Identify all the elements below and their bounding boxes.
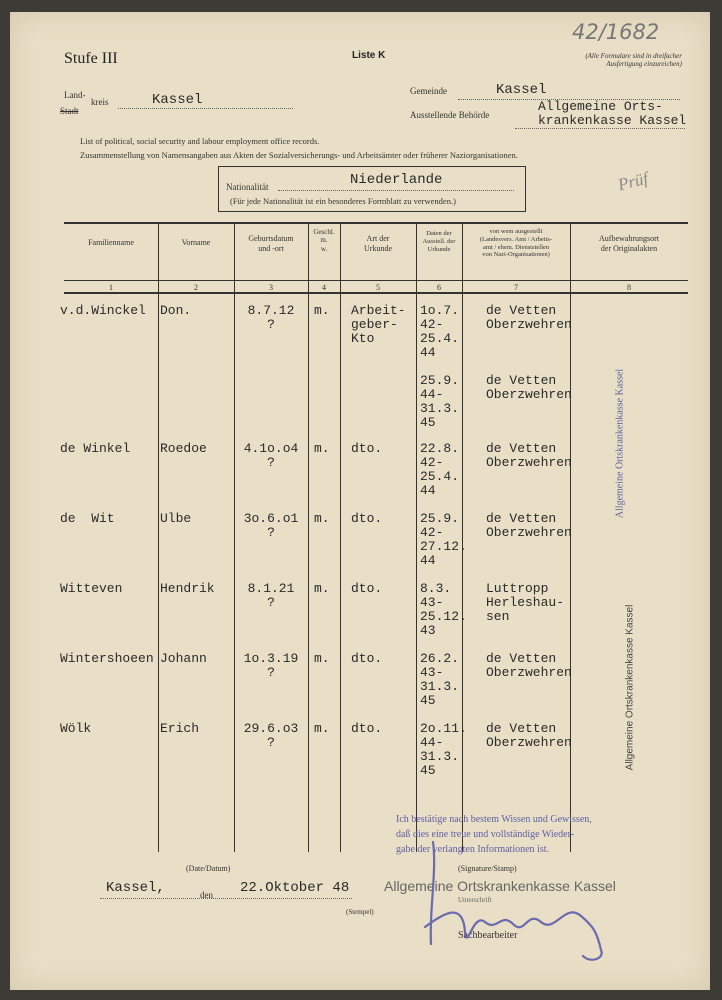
date-label: (Date/Datum) xyxy=(186,864,231,873)
cell-daten-line: 25.12. xyxy=(420,609,467,624)
cell-geburtsdatum xyxy=(236,442,306,470)
cell-daten-line: 44- xyxy=(420,387,444,402)
cell-daten-line: 44 xyxy=(420,345,436,360)
cell-ausgestellt-von-line: de Vetten xyxy=(486,303,557,318)
col-number-1: 1 xyxy=(109,283,113,292)
cell-geburtsdatum-line: 8.1.21 xyxy=(247,581,295,596)
col-header-7-line-4: von Nazi-Organisationen) xyxy=(482,251,550,259)
cell-ausgestellt-von xyxy=(486,512,572,540)
col-number-8: 8 xyxy=(627,283,631,292)
cell-ausgestellt-von-line: Oberzwehren xyxy=(486,525,572,540)
cell-daten-line: 44 xyxy=(420,553,436,568)
col-header-7-line-3: amt / ehem. Dienststellen xyxy=(482,243,550,251)
cell-ausgestellt-von xyxy=(486,304,572,332)
cell-geschlecht: m. xyxy=(314,511,330,526)
cell-daten xyxy=(420,722,467,778)
col-header-4-line-3: w. xyxy=(320,244,328,253)
cell-art-der-urkunde-line: dto. xyxy=(351,441,383,456)
cell-ausgestellt-von-line: sen xyxy=(486,609,510,624)
cell-ausgestellt-von xyxy=(486,652,572,680)
cell-vorname: Don. xyxy=(160,303,192,318)
cell-geburtsdatum-line: ? xyxy=(267,595,275,610)
cell-geschlecht: m. xyxy=(314,303,330,318)
cell-daten-line: 44 xyxy=(420,483,436,498)
col-header-6-line-2: Ausstell. der xyxy=(422,237,456,245)
col-header-3-line-2: und -ort xyxy=(258,243,284,253)
cell-familienname: v.d.Winckel xyxy=(60,303,146,318)
cell-daten-line: 43 xyxy=(420,623,436,638)
nationality-dotline xyxy=(278,190,514,191)
cell-geburtsdatum-line: ? xyxy=(267,525,275,540)
cell-daten-line: 25.9. xyxy=(420,511,460,526)
cell-daten-line: 22.8. xyxy=(420,441,460,456)
cell-daten-line: 1o.7. xyxy=(420,303,460,318)
col-header-5 xyxy=(340,234,416,253)
cell-art-der-urkunde xyxy=(351,512,382,526)
intro-english: List of political, social security and labour employment office records. xyxy=(80,136,320,146)
cell-ausgestellt-von-line: Oberzwehren xyxy=(486,317,572,332)
cell-daten xyxy=(420,582,467,638)
cell-daten-line: 45 xyxy=(420,693,436,708)
certification-line-2: daß dies eine treue und vollständige Wieder- xyxy=(396,829,575,840)
col-number-4: 4 xyxy=(322,283,326,292)
cell-art-der-urkunde-line: dto. xyxy=(351,721,383,736)
side-stamp-lower: Allgemeine Ortskrankenkasse Kassel xyxy=(624,604,636,771)
cell-ausgestellt-von-line: Herleshau- xyxy=(486,595,565,610)
cell-art-der-urkunde-line: geber- xyxy=(351,317,398,332)
col-header-4-line-2: m. xyxy=(320,236,328,245)
col-number-2: 2 xyxy=(194,283,198,292)
col-number-6: 6 xyxy=(437,283,441,292)
cell-art-der-urkunde xyxy=(351,582,382,596)
cell-geburtsdatum xyxy=(236,722,306,750)
cell-art-der-urkunde-line: dto. xyxy=(351,581,383,596)
cell-daten-line: 42- xyxy=(420,455,444,470)
cell-daten-line: 27.12. xyxy=(420,539,467,554)
cell-daten-line: 45 xyxy=(420,415,436,430)
cell-ausgestellt-von-line: Oberzwehren xyxy=(486,665,572,680)
cell-geburtsdatum-line: 1o.3.19 xyxy=(243,651,299,666)
cell-geburtsdatum-line: 29.6.o3 xyxy=(243,721,299,736)
cell-daten xyxy=(420,304,459,360)
footer-date: 22.Oktober 48 xyxy=(240,880,350,896)
cell-ausgestellt-von-line: de Vetten xyxy=(486,651,557,666)
cell-vorname: Roedoe xyxy=(160,441,207,456)
col-header-7-line-2: (Landesvers. Amt / Arbeits- xyxy=(479,235,553,243)
cell-geschlecht: m. xyxy=(314,441,330,456)
col-divider-2 xyxy=(234,222,235,852)
col-number-3: 3 xyxy=(269,283,273,292)
certification-line-3: gabe der verlangten Informationen ist. xyxy=(396,844,549,855)
cell-art-der-urkunde xyxy=(351,442,382,456)
cell-geburtsdatum xyxy=(236,512,306,540)
copies-note-line-1: (Alle Formulare sind in dreifacher xyxy=(585,52,682,60)
cell-daten-line: 31.3. xyxy=(420,749,460,764)
document-page xyxy=(10,12,710,990)
cell-ausgestellt-von xyxy=(486,374,572,402)
cell-ausgestellt-von xyxy=(486,442,572,470)
cell-geburtsdatum-line: ? xyxy=(267,735,275,750)
behoerde-line-2: krankenkasse Kassel xyxy=(538,113,687,128)
nationality-value: Niederlande xyxy=(350,172,443,188)
col-header-7-line-1: von wem ausgestellt xyxy=(489,228,543,235)
cell-vorname: Ulbe xyxy=(160,511,192,526)
col-header-3 xyxy=(234,234,308,253)
cell-familienname: de Wit xyxy=(60,511,115,526)
cell-daten-line: 2o.11. xyxy=(420,721,467,736)
footer-stamp: Allgemeine Ortskrankenkasse Kassel xyxy=(384,878,616,894)
col-number-7: 7 xyxy=(514,283,518,292)
gemeinde-value: Kassel xyxy=(496,82,547,98)
cell-daten-line: 8.3. xyxy=(420,581,452,596)
land-label: Land- xyxy=(64,90,86,100)
cell-geschlecht: m. xyxy=(314,651,330,666)
signature-label: (Signature/Stamp) xyxy=(458,864,517,873)
cell-daten-line: 44- xyxy=(420,735,444,750)
col-header-6-line-3: Urkunde xyxy=(427,245,451,253)
col-number-5: 5 xyxy=(376,283,380,292)
cell-ausgestellt-von-line: de Vetten xyxy=(486,721,557,736)
kreis-value: Kassel xyxy=(152,92,203,108)
col-header-6-line-1: Daten der xyxy=(426,230,452,237)
cell-daten-line: 25.4. xyxy=(420,469,460,484)
cell-ausgestellt-von-line: Oberzwehren xyxy=(486,455,572,470)
kreis-label: kreis xyxy=(91,97,109,107)
footer-city: Kassel, xyxy=(106,880,165,896)
cell-familienname: de Winkel xyxy=(60,441,131,456)
cell-art-der-urkunde-line: dto. xyxy=(351,511,383,526)
cell-geburtsdatum xyxy=(236,652,306,680)
kreis-dotline xyxy=(118,108,293,109)
col-header-3-line-1: Geburtsdatum xyxy=(248,234,294,243)
stempel-label: (Stempel) xyxy=(346,908,374,916)
cell-daten xyxy=(420,374,459,430)
behoerde-dotline xyxy=(515,128,685,129)
cell-daten-line: 43- xyxy=(420,665,444,680)
col-header-8-line-1: Aufbewahrungsort xyxy=(599,234,659,243)
cell-ausgestellt-von-line: de Vetten xyxy=(486,511,557,526)
cell-geburtsdatum xyxy=(236,582,306,610)
sachbearbeiter-label: Sachbearbeiter xyxy=(458,930,518,941)
col-header-7 xyxy=(462,228,570,259)
cell-daten-line: 45 xyxy=(420,763,436,778)
signature-stroke xyxy=(425,842,602,960)
handwritten-signature xyxy=(415,832,625,972)
col-header-4-line-1: Geschl. xyxy=(313,228,335,236)
cell-vorname: Erich xyxy=(160,721,200,736)
col-header-2 xyxy=(158,238,234,248)
cell-ausgestellt-von-line: Oberzwehren xyxy=(486,387,572,402)
cell-daten xyxy=(420,512,467,568)
col-header-5-line-2: Urkunde xyxy=(364,243,392,253)
cell-art-der-urkunde-line: dto. xyxy=(351,651,383,666)
cell-art-der-urkunde-line: Kto xyxy=(351,331,375,346)
cell-daten-line: 26.2. xyxy=(420,651,460,666)
cell-ausgestellt-von-line: Oberzwehren xyxy=(486,735,572,750)
cell-familienname: Wölk xyxy=(60,721,92,736)
cell-geburtsdatum xyxy=(236,304,306,332)
archive-number: 42/1682 xyxy=(572,20,660,44)
cell-vorname: Hendrik xyxy=(160,581,215,596)
cell-art-der-urkunde-line: Arbeit- xyxy=(351,303,406,318)
col-divider-1 xyxy=(158,222,159,852)
col-divider-5 xyxy=(416,222,417,852)
cell-art-der-urkunde xyxy=(351,652,382,666)
cell-daten xyxy=(420,652,459,708)
cell-daten-line: 42- xyxy=(420,525,444,540)
cell-geburtsdatum-line: ? xyxy=(267,665,275,680)
liste-label: Liste K xyxy=(352,50,386,61)
copies-note-line-2: Ausfertigung einzureichen) xyxy=(606,60,682,69)
cell-art-der-urkunde xyxy=(351,722,382,736)
behoerde-line-1: Allgemeine Orts- xyxy=(538,99,663,114)
cell-daten-line: 31.3. xyxy=(420,679,460,694)
gemeinde-label: Gemeinde xyxy=(410,86,447,96)
cell-ausgestellt-von-line: de Vetten xyxy=(486,373,557,388)
cell-daten-line: 25.9. xyxy=(420,373,460,388)
col-header-2-line: Vorname xyxy=(181,238,211,247)
cell-geburtsdatum-line: 8.7.12 xyxy=(247,303,295,318)
cell-ausgestellt-von-line: de Vetten xyxy=(486,441,557,456)
date-dotline xyxy=(100,898,352,899)
col-header-4 xyxy=(308,228,340,253)
cell-familienname: Wintershoeen xyxy=(60,651,154,666)
cell-geschlecht: m. xyxy=(314,721,330,736)
col-header-8-line-2: der Originalakten xyxy=(600,243,658,253)
cell-ausgestellt-von xyxy=(486,722,572,750)
cell-art-der-urkunde xyxy=(351,304,406,346)
nationality-label: Nationalität xyxy=(226,182,269,192)
col-header-6 xyxy=(416,230,462,253)
cell-geburtsdatum-line: ? xyxy=(267,317,275,332)
stufe-label: Stufe III xyxy=(64,50,118,67)
footer-stamp-sub: Unterschrift xyxy=(458,896,492,904)
footer-den: den xyxy=(200,890,213,900)
cell-daten-line: 43- xyxy=(420,595,444,610)
col-divider-4 xyxy=(340,222,341,852)
cell-geburtsdatum-line: ? xyxy=(267,455,275,470)
cell-ausgestellt-von xyxy=(486,582,564,624)
col-header-1 xyxy=(64,238,158,248)
col-header-5-line-1: Art der xyxy=(366,234,390,243)
cell-ausgestellt-von-line: Luttropp xyxy=(486,581,549,596)
intro-german: Zusammenstellung von Namensangaben aus Akten der Sozialversicherungs- und Arbeitsämter oder früherer Naziorganisationen. xyxy=(80,150,518,160)
certification-line-1: Ich bestätige nach bestem Wissen und Gewissen, xyxy=(396,814,592,825)
cell-daten xyxy=(420,442,459,498)
cell-vorname: Johann xyxy=(160,651,207,666)
nationality-note: (Für jede Nationalität ist ein besonderes Formblatt zu verwenden.) xyxy=(230,196,456,206)
cell-geburtsdatum-line: 4.1o.o4 xyxy=(243,441,299,456)
cell-daten-line: 25.4. xyxy=(420,331,460,346)
cell-geschlecht: m. xyxy=(314,581,330,596)
col-divider-3 xyxy=(308,222,309,852)
cell-geburtsdatum-line: 3o.6.o1 xyxy=(243,511,299,526)
cell-familienname: Witteven xyxy=(60,581,123,596)
stadt-label: Stadt xyxy=(60,106,79,116)
side-stamp-upper: Allgemeine Ortskrankenkasse Kassel xyxy=(614,368,626,519)
col-header-8 xyxy=(570,234,688,253)
behoerde-value xyxy=(538,100,686,128)
behoerde-label: Ausstellende Behörde xyxy=(410,110,490,120)
cell-daten-line: 31.3. xyxy=(420,401,460,416)
margin-mark: Prüf xyxy=(616,168,650,195)
col-header-1-line: Familienname xyxy=(88,238,134,247)
cell-daten-line: 42- xyxy=(420,317,444,332)
copies-note xyxy=(570,52,682,68)
